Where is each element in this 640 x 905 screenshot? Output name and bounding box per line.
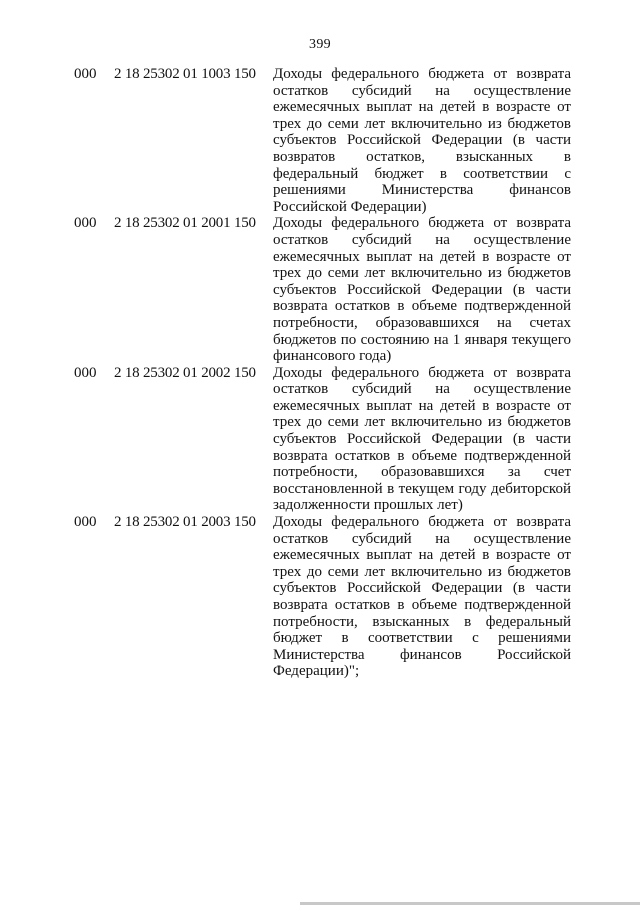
description-line: потребности, образовавшихся за счет [273, 464, 571, 481]
description-line: остатков субсидий на осуществление [273, 82, 571, 99]
budget-codes-table [0, 66, 640, 680]
description-line: федеральный бюджет в соответствии с [273, 165, 571, 182]
description-line: трех до семи лет включительно из бюджетов [273, 265, 571, 282]
income-description [273, 66, 571, 215]
description-line: финансового года) [273, 348, 392, 365]
description-line: решениями Министерства финансов [273, 182, 571, 199]
description-line: Российской Федерации) [273, 198, 427, 215]
description-line: ежемесячных выплат на детей в возрасте от [273, 547, 571, 564]
description-line: субъектов Российской Федерации (в части [273, 580, 571, 597]
description-line: задолженности прошлых лет) [273, 497, 463, 514]
budget-classification-code: 2 18 25302 01 2003 150 [114, 514, 256, 531]
description-line: Доходы федерального бюджета от возврата [273, 66, 571, 82]
description-line: Министерства финансов Российской [273, 646, 571, 663]
description-line: субъектов Российской Федерации (в части [273, 431, 571, 448]
description-line: бюджетов по состоянию на 1 января текущего [273, 331, 571, 348]
description-line: возврата остатков в объеме подтвержденной [273, 597, 571, 613]
description-line: ежемесячных выплат на детей в возрасте от [273, 397, 571, 414]
description-line: Доходы федерального бюджета от возврата [273, 514, 571, 531]
table-row [0, 365, 640, 514]
description-line: возвратов остатков, взысканных в [273, 148, 571, 165]
description-line: Доходы федерального бюджета от возврата [273, 364, 571, 381]
income-description [273, 514, 571, 680]
description-line: ежемесячных выплат на детей в возрасте от [273, 248, 571, 265]
description-line: остатков субсидий на осуществление [273, 530, 571, 547]
description-line: остатков субсидий на осуществление [273, 231, 571, 248]
description-line: ежемесячных выплат на детей в возрасте от [273, 99, 571, 116]
admin-code: 000 [74, 364, 97, 381]
description-line: трех до семи лет включительно из бюджетов [273, 414, 571, 431]
budget-classification-code: 2 18 25302 01 2001 150 [114, 215, 256, 232]
description-line: потребности, взысканных в федеральный [273, 613, 571, 630]
income-description [273, 215, 571, 364]
page-number: 399 [309, 37, 331, 52]
description-line: потребности, образовавшихся на счетах [273, 314, 571, 331]
description-line: Федерации)"; [273, 663, 360, 680]
description-line: возврата остатков в объеме подтвержденной [273, 298, 571, 315]
description-line: трех до семи лет включительно из бюджетов [273, 563, 571, 580]
description-line: возврата остатков в объеме подтвержденной [273, 447, 571, 464]
description-line: Доходы федерального бюджета от возврата [273, 215, 571, 232]
admin-code: 000 [74, 514, 97, 531]
budget-classification-code: 2 18 25302 01 1003 150 [114, 66, 256, 82]
table-row [0, 514, 640, 680]
admin-code: 000 [74, 215, 97, 232]
income-description [273, 365, 571, 514]
description-line: субъектов Российской Федерации (в части [273, 281, 571, 298]
description-line: трех до семи лет включительно из бюджетов [273, 115, 571, 132]
budget-classification-code: 2 18 25302 01 2002 150 [114, 364, 256, 381]
admin-code: 000 [74, 66, 97, 82]
description-line: восстановленной в текущем году дебиторской [273, 480, 571, 497]
description-line: субъектов Российской Федерации (в части [273, 132, 571, 149]
description-line: бюджет в соответствии с решениями [273, 630, 571, 647]
table-row [0, 66, 640, 215]
description-line: остатков субсидий на осуществление [273, 381, 571, 398]
table-row [0, 215, 640, 364]
